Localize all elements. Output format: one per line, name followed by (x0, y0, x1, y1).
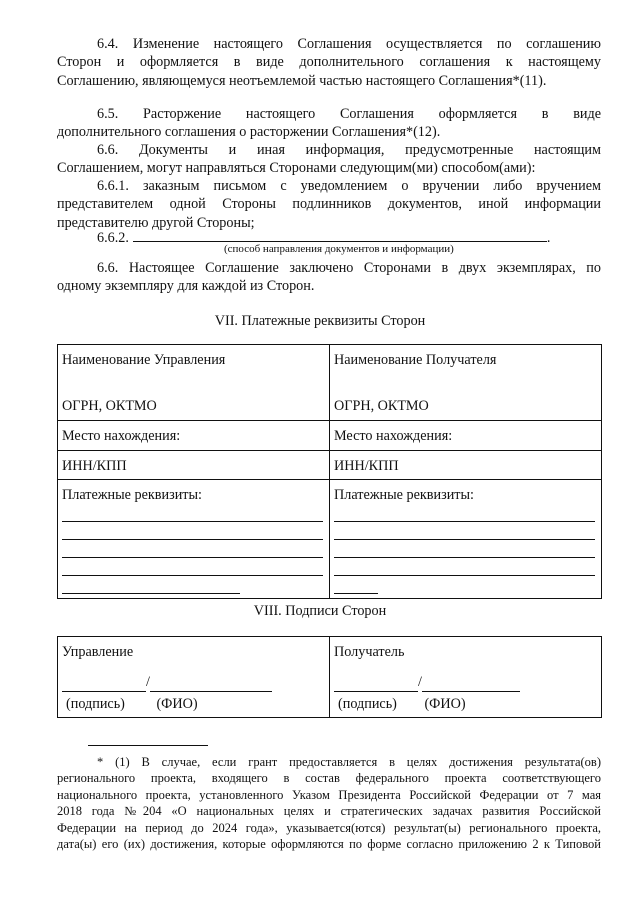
paragraph-6-6 (57, 141, 601, 178)
fio-caption: (ФИО) (424, 695, 466, 712)
cell-recipient-payment (330, 480, 602, 599)
text-line: 6.6.1. заказным письмом с уведомлением о вручении либо вручением (97, 178, 601, 194)
footnote-line: Федерации на период до 2024 года», указывается(ются) результат(ы) регионального проекта, (57, 820, 601, 835)
authority-name-label: Наименование Управления (62, 352, 226, 368)
footnote-line: 2018 года №204 «О национальных целях и стратегических задачах развития Российской (57, 804, 601, 819)
fio-caption: (ФИО) (156, 695, 198, 712)
authority-ogrn-label: ОГРН, ОКТМО (62, 398, 157, 415)
cell-recipient-location (330, 421, 602, 451)
signatures-table (57, 636, 602, 718)
authority-location-label: Место нахождения: (62, 428, 181, 444)
text-line: одному экземпляру для каждой из Сторон. (57, 278, 315, 295)
signature-line (62, 675, 146, 692)
fio-line (422, 675, 520, 692)
section-8-title: VIII. Подписи Сторон (253, 603, 387, 619)
blank-line (334, 540, 595, 558)
signature-caption: (подпись) (338, 695, 397, 712)
paragraph-6-6-1 (57, 177, 601, 232)
cell-authority-signature (58, 637, 330, 718)
fio-line (150, 675, 272, 692)
authority-party-label: Управление (62, 644, 134, 660)
footnote-line: регионального проекта, входящего в состав федерального проекта соответствующего (57, 771, 601, 786)
blank-line (334, 522, 595, 540)
text-line: Сторон и оформляется в виде дополнительного соглашения к настоящему (57, 54, 601, 71)
paragraph-6-4 (57, 35, 601, 90)
blank-line (62, 576, 240, 594)
text-line: представителю другой Стороны; (57, 214, 255, 231)
paragraph-6-5 (57, 105, 601, 142)
footnote (57, 754, 601, 852)
blank-line (334, 558, 595, 576)
section-7-title: VII. Платежные реквизиты Сторон (214, 313, 426, 329)
recipient-payment-label: Платежные реквизиты: (334, 487, 474, 503)
fill-in-line (133, 228, 547, 242)
text-line: 6.6. Настоящее Соглашение заключено Сторонами в двух экземплярах, по (97, 260, 601, 276)
signature-caption: (подпись) (66, 695, 125, 712)
footnote-line: * (1) В случае, если грант предоставляется в целях достижения результата(ов) (97, 755, 601, 769)
slash: / (146, 674, 150, 691)
authority-payment-label: Платежные реквизиты: (62, 487, 202, 503)
paragraph-6-6-closing (57, 259, 601, 296)
blank-line (62, 540, 323, 558)
period: . (546, 230, 551, 246)
blank-line (62, 504, 323, 522)
text-line: 6.4. Изменение настоящего Соглашения осуществляется по соглашению (97, 36, 601, 52)
text-line: Соглашением, могут направляться Сторонами следующим(ми) способом(ами): (57, 160, 536, 177)
footnote-separator (88, 745, 208, 746)
footnote-line: национального проекта, установленного Указом Президента Российской Федерации от 7 мая (57, 787, 601, 802)
cell-authority-location (58, 421, 330, 451)
footnote-line: дата(ы) его (их) достижения, которые оформляются по форме согласно приложению 2 к Типовой (57, 837, 601, 852)
blank-line (334, 504, 595, 522)
cell-authority-name (58, 345, 330, 421)
recipient-location-label: Место нахождения: (334, 428, 453, 444)
blank-line (62, 558, 323, 576)
cell-authority-inn (58, 451, 330, 480)
recipient-name-label: Наименование Получателя (334, 352, 497, 368)
recipient-party-label: Получатель (334, 644, 405, 660)
item-number: 6.6.2. (97, 230, 129, 246)
text-line: Соглашению, являющемуся неотъемлемой частью настоящего Соглашения*(11). (57, 72, 547, 89)
text-line: представителем одной Стороны подлинников документов, иной информации (57, 196, 601, 213)
blank-line (62, 522, 323, 540)
cell-recipient-signature (330, 637, 602, 718)
field-caption: (способ направления документов и информации) (224, 243, 454, 255)
recipient-ogrn-label: ОГРН, ОКТМО (334, 398, 429, 415)
text-line: 6.5. Расторжение настоящего Соглашения оформляется в виде (97, 106, 601, 122)
recipient-inn-label: ИНН/КПП (334, 458, 399, 474)
authority-inn-label: ИНН/КПП (62, 458, 127, 474)
cell-authority-payment (58, 480, 330, 599)
text-line: дополнительного соглашения о расторжении Соглашения*(12). (57, 124, 441, 141)
signature-line (334, 675, 418, 692)
payment-details-table (57, 344, 602, 599)
cell-recipient-name (330, 345, 602, 421)
slash: / (418, 674, 422, 691)
cell-recipient-inn (330, 451, 602, 480)
blank-line (334, 576, 378, 594)
text-line: 6.6. Документы и иная информация, предусмотренные настоящим (97, 142, 601, 158)
